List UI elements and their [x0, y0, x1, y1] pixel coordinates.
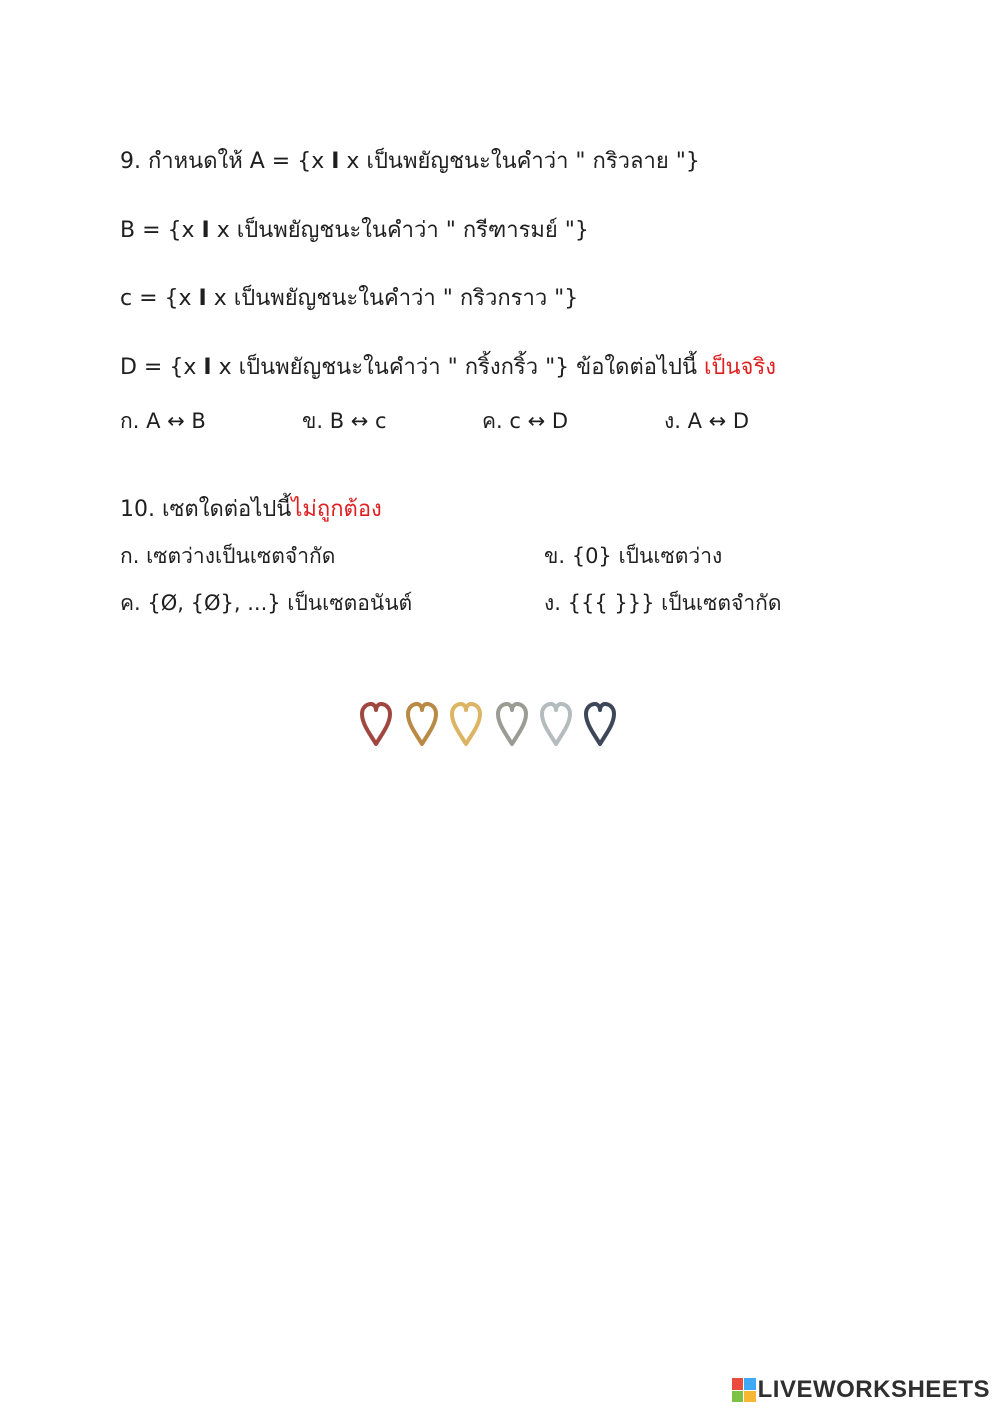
liveworksheets-logo[interactable]: [732, 1375, 990, 1405]
q9-option-a: ก. A ↔ B: [120, 409, 206, 433]
heart-icon: [538, 700, 574, 748]
set-builder-bar: I: [203, 355, 212, 380]
brand-name: LIVEWORKSHEETS: [757, 1376, 990, 1403]
set-builder-bar: I: [331, 149, 340, 174]
hearts-decoration: [358, 700, 622, 752]
logo-square: [732, 1391, 744, 1403]
heart-icon: [494, 700, 530, 748]
q10-option-b: ข. {0} เป็นเซตว่าง: [544, 544, 723, 568]
q9-line-3-prefix: c = {x: [120, 286, 192, 311]
q10-highlight: ไม่ถูกต้อง: [291, 497, 382, 522]
q10-option-d: ง. {{{ }}} เป็นเซตจำกัด: [544, 591, 782, 615]
logo-mark-icon: [732, 1378, 756, 1402]
q9-line-3-suffix: x เป็นพยัญชนะในคำว่า " กริวกราว "}: [213, 286, 579, 311]
set-builder-bar: I: [201, 218, 210, 243]
heart-icon: [448, 700, 484, 748]
q9-line-2-suffix: x เป็นพยัญชนะในคำว่า " กรีฑารมย์ "}: [216, 218, 589, 243]
q9-line-2-prefix: B = {x: [120, 218, 195, 243]
q10-question-prefix: 10. เซตใดต่อไปนี้: [120, 497, 292, 522]
q9-option-b: ข. B ↔ c: [302, 409, 387, 433]
set-builder-bar: I: [198, 286, 207, 311]
logo-square: [744, 1378, 756, 1390]
q9-line-1-prefix: 9. กำหนดให้ A = {x: [120, 149, 325, 174]
logo-square: [732, 1378, 744, 1390]
q9-line-4-suffix: x เป็นพยัญชนะในคำว่า " กริ้งกริ้ว "} ข้อใดต่อไปนี้: [218, 355, 698, 380]
q9-line-1-suffix: x เป็นพยัญชนะในคำว่า " กริวลาย "}: [346, 149, 700, 174]
q10-option-a: ก. เซตว่างเป็นเซตจำกัด: [120, 544, 336, 568]
q10-option-c: ค. {Ø, {Ø}, ...} เป็นเซตอนันต์: [120, 591, 413, 615]
q9-option-c: ค. c ↔ D: [482, 409, 569, 433]
q9-highlight: เป็นจริง: [704, 355, 777, 380]
heart-icon: [404, 700, 440, 748]
logo-square: [744, 1391, 756, 1403]
q9-line-4: [120, 353, 776, 383]
q9-option-d: ง. A ↔ D: [664, 409, 750, 433]
q9-line-3: [120, 284, 578, 314]
q9-line-4-prefix: D = {x: [120, 355, 197, 380]
heart-icon: [358, 700, 394, 748]
q10-question: [120, 495, 382, 525]
q9-line-2: [120, 216, 589, 246]
heart-icon: [582, 700, 618, 748]
q9-line-1: [120, 147, 700, 177]
